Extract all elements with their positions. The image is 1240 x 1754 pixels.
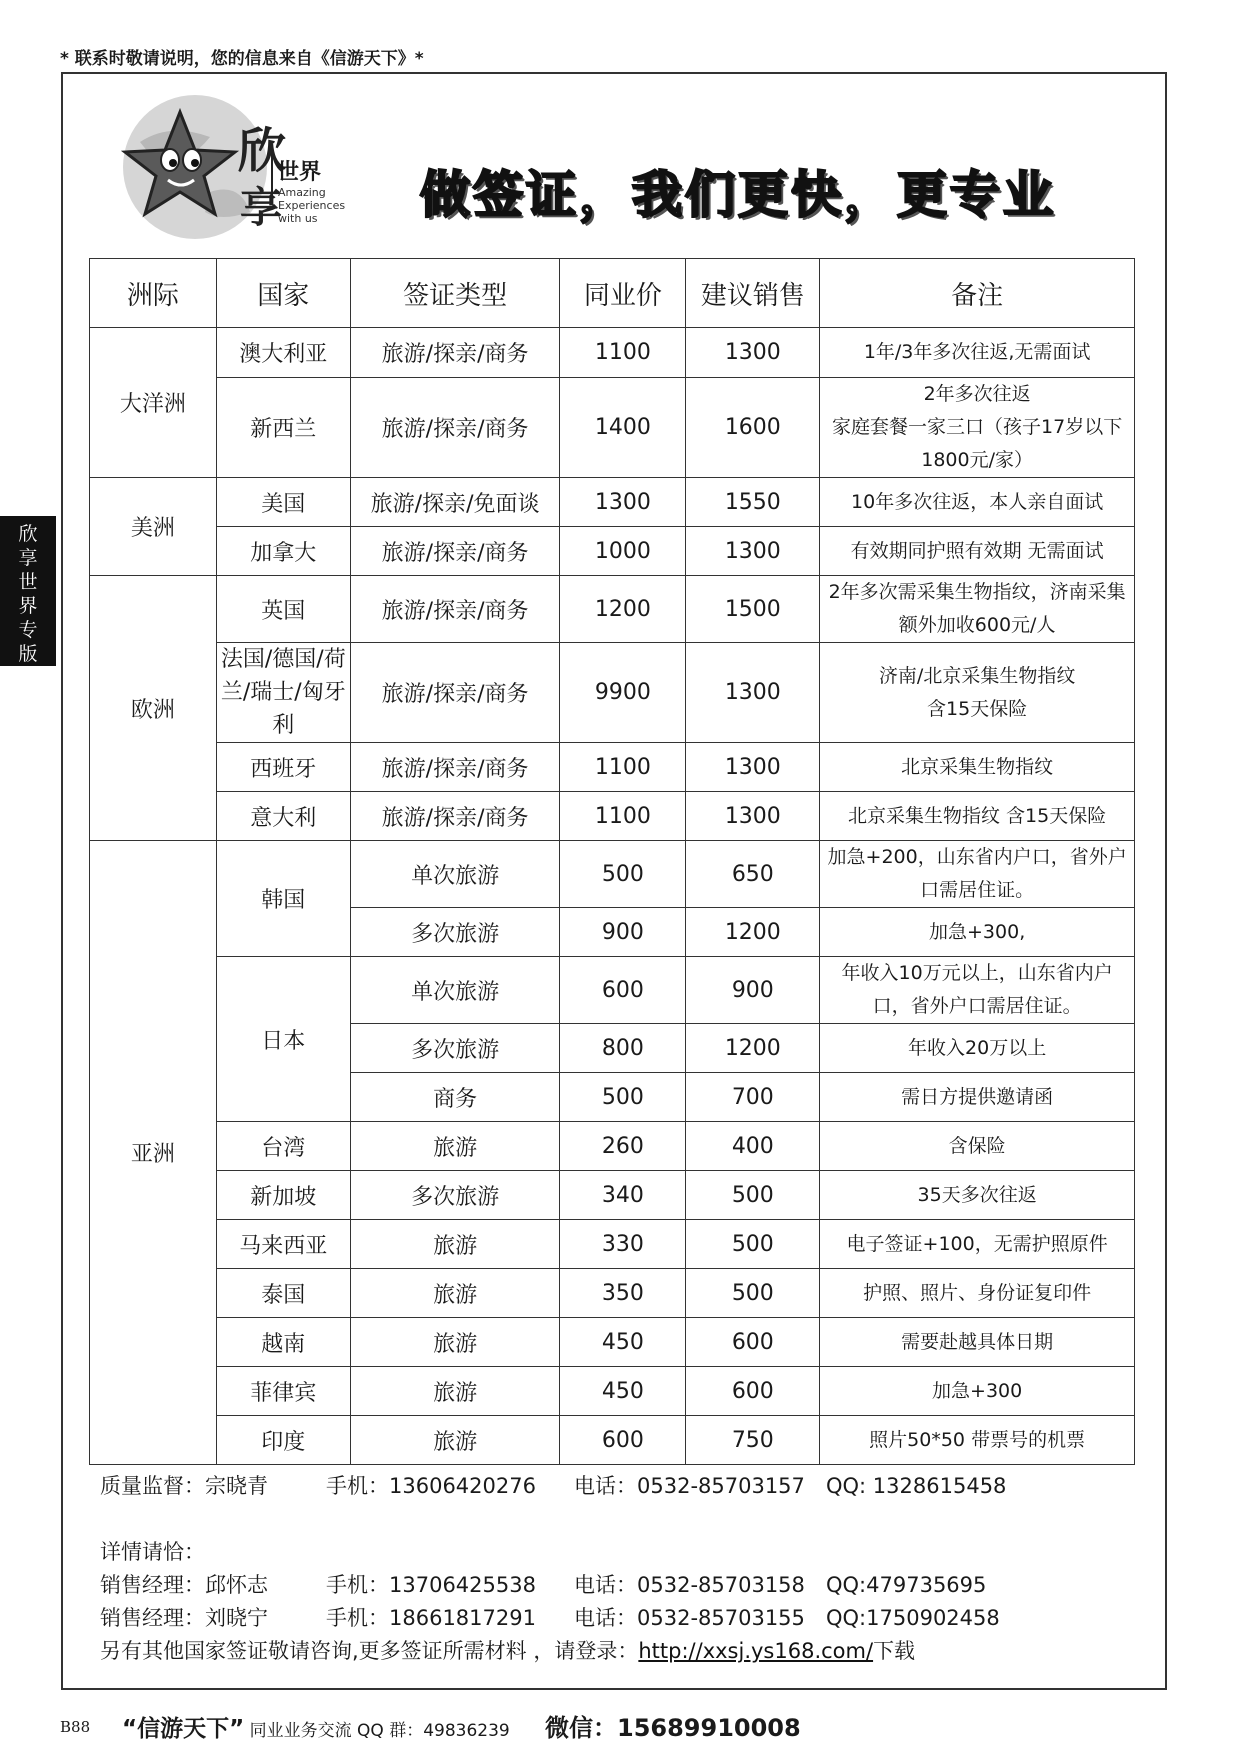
retail-price-cell: 650 xyxy=(686,841,820,908)
header-continent: 洲际 xyxy=(90,259,217,328)
manager-mobile: 手机：13706425538 xyxy=(326,1573,536,1597)
continent-cell: 大洋洲 xyxy=(90,328,217,478)
note-cell: 有效期同护照有效期 无需面试 xyxy=(820,527,1135,576)
continent-cell: 欧洲 xyxy=(90,576,217,841)
trade-price-cell: 1000 xyxy=(560,527,686,576)
country-cell: 泰国 xyxy=(216,1269,350,1318)
retail-price-cell: 1300 xyxy=(686,328,820,378)
note-cell: 35天多次往返 xyxy=(820,1171,1135,1220)
trade-price-cell: 330 xyxy=(560,1220,686,1269)
table-row xyxy=(90,743,1135,792)
note-cell: 照片50*50 带票号的机票 xyxy=(820,1416,1135,1465)
qq-group-info: “信游天下” 同业业务交流 QQ 群：49836239 xyxy=(122,1716,510,1742)
brand-tagline: Amazing Experiences with us xyxy=(278,186,346,225)
note-cell: 加急+200，山东省内户口，省外户口需居住证。 xyxy=(820,841,1135,908)
retail-price-cell: 1300 xyxy=(686,792,820,841)
visa-type-cell: 旅游 xyxy=(350,1367,560,1416)
country-cell: 韩国 xyxy=(216,841,350,957)
country-cell: 澳大利亚 xyxy=(216,328,350,378)
note-cell: 北京采集生物指纹 含15天保险 xyxy=(820,792,1135,841)
trade-price-cell: 600 xyxy=(560,1416,686,1465)
manager-name: 销售经理：邱怀志 xyxy=(100,1573,268,1597)
supervisor-qq: QQ: 1328615458 xyxy=(826,1474,1007,1498)
side-tab: 欣 享 世 界 专 版 xyxy=(0,516,56,666)
table-row xyxy=(90,527,1135,576)
header-visa-type: 签证类型 xyxy=(350,259,560,328)
trade-price-cell: 450 xyxy=(560,1367,686,1416)
download-link[interactable]: http://xxsj.ys168.com/ xyxy=(638,1639,874,1663)
trade-price-cell: 9900 xyxy=(560,643,686,743)
headline: 做签证，我们更快，更专业 xyxy=(420,166,1056,224)
visa-type-cell: 商务 xyxy=(350,1073,560,1122)
table-row xyxy=(90,1269,1135,1318)
visa-type-cell: 旅游 xyxy=(350,1416,560,1465)
table-row xyxy=(90,1220,1135,1269)
country-cell: 马来西亚 xyxy=(216,1220,350,1269)
note-cell: 护照、照片、身份证复印件 xyxy=(820,1269,1135,1318)
note-cell: 加急+300 xyxy=(820,1367,1135,1416)
note-cell: 10年多次往返，本人亲自面试 xyxy=(820,478,1135,527)
note-cell: 2年多次往返 家庭套餐一家三口（孩子17岁以下1800元/家） xyxy=(820,378,1135,478)
supervisor-phone: 电话：0532-85703157 xyxy=(574,1474,805,1498)
table-row xyxy=(90,1367,1135,1416)
trade-price-cell: 260 xyxy=(560,1122,686,1171)
visa-type-cell: 旅游/探亲/商务 xyxy=(350,643,560,743)
table-row xyxy=(90,1416,1135,1465)
more-info-text: 另有其他国家签证敬请咨询,更多签证所需材料 ，请登录： xyxy=(100,1639,639,1663)
manager-qq: QQ:1750902458 xyxy=(826,1606,1000,1630)
trade-price-cell: 350 xyxy=(560,1269,686,1318)
supervisor-mobile: 手机：13606420276 xyxy=(326,1474,536,1498)
trade-price-cell: 1100 xyxy=(560,328,686,378)
retail-price-cell: 1200 xyxy=(686,1024,820,1073)
note-cell: 年收入10万元以上，山东省内户口，省外户口需居住证。 xyxy=(820,957,1135,1024)
supervisor-name: 质量监督：宗晓青 xyxy=(100,1474,268,1498)
visa-type-cell: 多次旅游 xyxy=(350,1171,560,1220)
retail-price-cell: 400 xyxy=(686,1122,820,1171)
note-cell: 济南/北京采集生物指纹 含15天保险 xyxy=(820,643,1135,743)
header-trade-price: 同业价 xyxy=(560,259,686,328)
visa-type-cell: 旅游/探亲/商务 xyxy=(350,527,560,576)
trade-price-cell: 1300 xyxy=(560,478,686,527)
manager-phone: 电话：0532-85703155 xyxy=(574,1606,805,1630)
manager-qq: QQ:479735695 xyxy=(826,1573,987,1597)
country-cell: 加拿大 xyxy=(216,527,350,576)
brand-name: 世界 xyxy=(277,160,322,185)
table-row xyxy=(90,957,1135,1024)
table-row xyxy=(90,1122,1135,1171)
trade-price-cell: 500 xyxy=(560,841,686,908)
trade-price-cell: 900 xyxy=(560,908,686,957)
country-cell: 台湾 xyxy=(216,1122,350,1171)
page-number: B88 xyxy=(60,1718,91,1736)
retail-price-cell: 1500 xyxy=(686,576,820,643)
top-note: * 联系时敬请说明，您的信息来自《信游天下》* xyxy=(60,49,424,69)
visa-type-cell: 旅游/探亲/商务 xyxy=(350,328,560,378)
trade-price-cell: 450 xyxy=(560,1318,686,1367)
retail-price-cell: 1600 xyxy=(686,378,820,478)
note-cell: 1年/3年多次往返,无需面试 xyxy=(820,328,1135,378)
manager-mobile: 手机：18661817291 xyxy=(326,1606,536,1630)
note-cell: 2年多次需采集生物指纹，济南采集额外加收600元/人 xyxy=(820,576,1135,643)
table-row xyxy=(90,328,1135,378)
country-cell: 印度 xyxy=(216,1416,350,1465)
country-cell: 意大利 xyxy=(216,792,350,841)
trade-price-cell: 1100 xyxy=(560,792,686,841)
retail-price-cell: 500 xyxy=(686,1220,820,1269)
visa-type-cell: 旅游/探亲/商务 xyxy=(350,576,560,643)
header-country: 国家 xyxy=(216,259,350,328)
visa-type-cell: 多次旅游 xyxy=(350,1024,560,1073)
table-row xyxy=(90,643,1135,743)
retail-price-cell: 1300 xyxy=(686,743,820,792)
country-cell: 菲律宾 xyxy=(216,1367,350,1416)
retail-price-cell: 1300 xyxy=(686,643,820,743)
table-row xyxy=(90,1171,1135,1220)
header-retail-price: 建议销售 xyxy=(686,259,820,328)
visa-type-cell: 旅游 xyxy=(350,1122,560,1171)
table-row xyxy=(90,792,1135,841)
retail-price-cell: 1300 xyxy=(686,527,820,576)
country-cell: 英国 xyxy=(216,576,350,643)
retail-price-cell: 500 xyxy=(686,1171,820,1220)
country-cell: 西班牙 xyxy=(216,743,350,792)
table-row xyxy=(90,478,1135,527)
table-row xyxy=(90,378,1135,478)
visa-type-cell: 单次旅游 xyxy=(350,957,560,1024)
note-cell: 年收入20万以上 xyxy=(820,1024,1135,1073)
retail-price-cell: 1550 xyxy=(686,478,820,527)
country-cell: 越南 xyxy=(216,1318,350,1367)
table-row xyxy=(90,576,1135,643)
country-cell: 新西兰 xyxy=(216,378,350,478)
note-cell: 需要赴越具体日期 xyxy=(820,1318,1135,1367)
download-suffix: 下载 xyxy=(873,1639,916,1663)
trade-price-cell: 1400 xyxy=(560,378,686,478)
retail-price-cell: 700 xyxy=(686,1073,820,1122)
retail-price-cell: 1200 xyxy=(686,908,820,957)
visa-type-cell: 多次旅游 xyxy=(350,908,560,957)
trade-price-cell: 1100 xyxy=(560,743,686,792)
note-cell: 含保险 xyxy=(820,1122,1135,1171)
note-cell: 电子签证+100，无需护照原件 xyxy=(820,1220,1135,1269)
trade-price-cell: 500 xyxy=(560,1073,686,1122)
table-row xyxy=(90,841,1135,908)
note-cell: 需日方提供邀请函 xyxy=(820,1073,1135,1122)
country-cell: 新加坡 xyxy=(216,1171,350,1220)
retail-price-cell: 500 xyxy=(686,1269,820,1318)
header-notes: 备注 xyxy=(820,259,1135,328)
retail-price-cell: 900 xyxy=(686,957,820,1024)
trade-price-cell: 800 xyxy=(560,1024,686,1073)
visa-price-table xyxy=(89,258,1135,1465)
table-header-row xyxy=(90,259,1135,328)
visa-type-cell: 旅游/探亲/商务 xyxy=(350,743,560,792)
note-cell: 加急+300, xyxy=(820,908,1135,957)
wechat-contact: 微信：15689910008 xyxy=(545,1714,801,1742)
country-cell: 美国 xyxy=(216,478,350,527)
visa-type-cell: 旅游 xyxy=(350,1269,560,1318)
svg-text:享: 享 xyxy=(240,183,283,232)
visa-type-cell: 单次旅游 xyxy=(350,841,560,908)
retail-price-cell: 750 xyxy=(686,1416,820,1465)
retail-price-cell: 600 xyxy=(686,1318,820,1367)
visa-type-cell: 旅游 xyxy=(350,1220,560,1269)
country-cell: 日本 xyxy=(216,957,350,1122)
visa-type-cell: 旅游/探亲/商务 xyxy=(350,792,560,841)
trade-price-cell: 600 xyxy=(560,957,686,1024)
trade-price-cell: 1200 xyxy=(560,576,686,643)
continent-cell: 亚洲 xyxy=(90,841,217,1465)
visa-type-cell: 旅游 xyxy=(350,1318,560,1367)
trade-price-cell: 340 xyxy=(560,1171,686,1220)
manager-name: 销售经理：刘晓宁 xyxy=(100,1606,268,1630)
note-cell: 北京采集生物指纹 xyxy=(820,743,1135,792)
svg-text:欣: 欣 xyxy=(238,123,287,179)
country-cell: 法国/德国/荷兰/瑞士/匈牙利 xyxy=(216,643,350,743)
retail-price-cell: 600 xyxy=(686,1367,820,1416)
visa-type-cell: 旅游/探亲/免面谈 xyxy=(350,478,560,527)
continent-cell: 美洲 xyxy=(90,478,217,576)
visa-type-cell: 旅游/探亲/商务 xyxy=(350,378,560,478)
table-row xyxy=(90,1318,1135,1367)
manager-phone: 电话：0532-85703158 xyxy=(574,1573,805,1597)
